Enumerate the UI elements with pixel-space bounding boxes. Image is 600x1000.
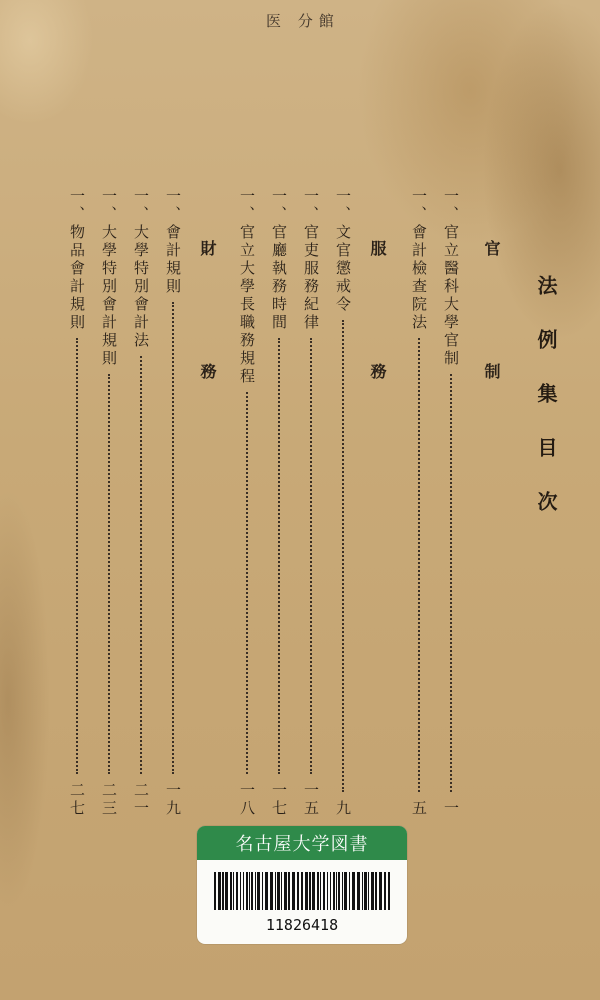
dot-leader [76, 338, 78, 774]
toc-entry-page: 二一 [132, 782, 150, 818]
library-barcode-label [197, 826, 407, 944]
toc-entry-text: 一、官立大學長職務規程 [238, 188, 256, 386]
section-heading-fukumu: 服 務 [368, 240, 387, 423]
toc-entry[interactable] [332, 188, 354, 818]
section-heading-zaimu: 財 務 [198, 240, 217, 423]
toc-entry-page: 二三 [100, 782, 118, 818]
dot-leader [140, 356, 142, 774]
toc-entry-page: 一五 [302, 782, 320, 818]
toc-entry[interactable] [300, 188, 322, 818]
toc-entry-page: 九 [334, 800, 352, 818]
toc-entry[interactable] [130, 188, 152, 818]
dot-leader [342, 320, 344, 792]
toc-entry[interactable] [162, 188, 184, 818]
library-name: 名古屋大学図書 [197, 826, 407, 860]
dot-leader [108, 374, 110, 774]
toc-entry-page: 一 [442, 800, 460, 818]
toc-entry[interactable] [236, 188, 258, 818]
section-heading-kansei: 官 制 [482, 240, 501, 423]
dot-leader [310, 338, 312, 774]
toc-entry[interactable] [98, 188, 120, 818]
toc-entry-text: 一、大學特別會計法 [132, 188, 150, 350]
toc-entry-text: 一、物品會計規則 [68, 188, 86, 332]
toc-entry-page: 一九 [164, 782, 182, 818]
toc-entry[interactable] [66, 188, 88, 818]
dot-leader [246, 392, 248, 774]
toc-entry-text: 一、文官懲戒令 [334, 188, 352, 314]
toc-entry-page: 二七 [68, 782, 86, 818]
toc-entry-text: 一、大學特別會計規則 [100, 188, 118, 368]
toc-entry[interactable] [408, 188, 430, 818]
barcode-icon [212, 872, 392, 910]
toc-entry-text: 一、官吏服務紀律 [302, 188, 320, 332]
toc-entry-page: 一八 [238, 782, 256, 818]
page-title: 法例集目次 [534, 275, 558, 545]
toc-entry-text: 一、官立醫科大學官制 [442, 188, 460, 368]
toc-entry-text: 一、官廳執務時間 [270, 188, 288, 332]
barcode-number: 11826418 [265, 916, 339, 934]
toc-entry[interactable] [440, 188, 462, 818]
toc-entry-page: 五 [410, 800, 428, 818]
toc-entry-text: 一、會計規則 [164, 188, 182, 296]
toc-entry-text: 一、會計檢查院法 [410, 188, 428, 332]
toc-entry-page: 一七 [270, 782, 288, 818]
header-stamp: 医 分館 [266, 12, 340, 30]
dot-leader [418, 338, 420, 792]
dot-leader [278, 338, 280, 774]
dot-leader [172, 302, 174, 774]
toc-entry[interactable] [268, 188, 290, 818]
dot-leader [450, 374, 452, 792]
